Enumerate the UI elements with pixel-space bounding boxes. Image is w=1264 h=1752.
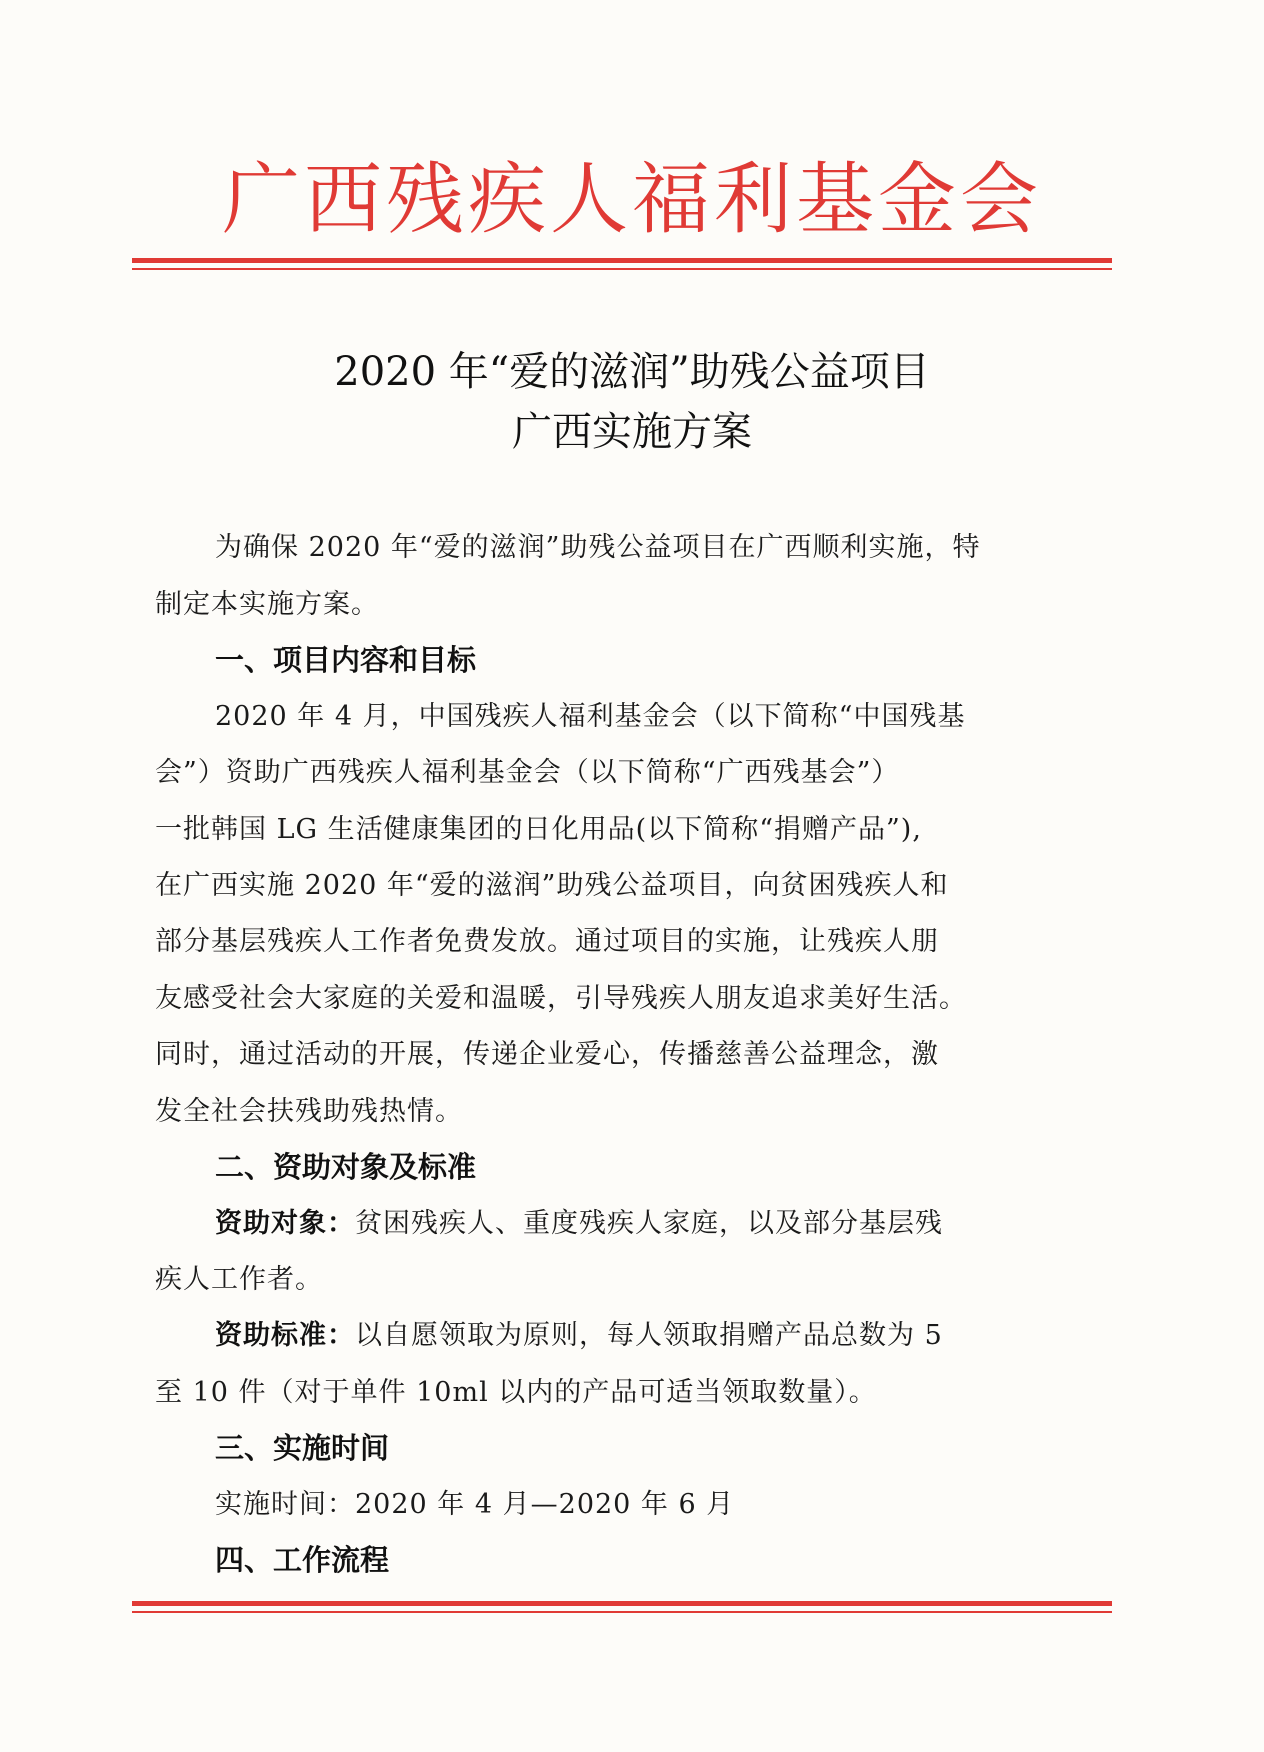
document-title-line1: 2020 年“爱的滋润”助残公益项目 (334, 349, 930, 395)
section1-line-3: 一批韩国 LG 生活健康集团的日化用品(以下简称“捐赠产品”), (155, 814, 922, 845)
intro-line-2: 制定本实施方案。 (155, 589, 379, 620)
section3-heading: 三、实施时间 (215, 1431, 390, 1465)
section1-line-6: 友感受社会大家庭的关爱和温暖，引导残疾人朋友追求美好生活。 (155, 983, 967, 1014)
organization-header: 广西残疾人福利基金会 (221, 155, 1042, 245)
section2-heading: 二、资助对象及标准 (215, 1150, 477, 1184)
section3-line-1: 实施时间：2020 年 4 月—2020 年 6 月 (215, 1489, 735, 1520)
section4-heading: 四、工作流程 (215, 1543, 390, 1577)
section1-heading: 一、项目内容和目标 (215, 643, 477, 677)
section1-line-7: 同时，通过活动的开展，传递企业爱心，传播慈善公益理念，激 (155, 1039, 939, 1070)
target-text: 贫困残疾人、重度残疾人家庭，以及部分基层残 (355, 1208, 943, 1239)
intro-line-1: 为确保 2020 年“爱的滋润”助残公益项目在广西顺利实施，特 (215, 532, 981, 563)
section2-target-line-1 (215, 1204, 1145, 1244)
section1-line-8: 发全社会扶残助残热情。 (155, 1096, 463, 1127)
section1-line-2: 会”）资助广西残疾人福利基金会（以下简称“广西残基会”） (155, 757, 900, 788)
section2-target-line-2: 疾人工作者。 (155, 1264, 323, 1295)
target-label: 资助对象： (215, 1208, 355, 1239)
section2-standard-line-1 (215, 1316, 1145, 1356)
standard-label: 资助标准： (215, 1320, 355, 1351)
footer-rule-thin (132, 1611, 1112, 1613)
footer-rule-thick (132, 1601, 1112, 1606)
section1-line-4: 在广西实施 2020 年“爱的滋润”助残公益项目，向贫困残疾人和 (155, 870, 949, 901)
header-rule-thin (132, 268, 1112, 270)
section1-line-1: 2020 年 4 月，中国残疾人福利基金会（以下简称“中国残基 (215, 701, 966, 732)
section1-line-5: 部分基层残疾人工作者免费发放。通过项目的实施，让残疾人朋 (155, 926, 939, 957)
header-rule-thick (132, 258, 1112, 263)
section2-standard-line-2: 至 10 件（对于单件 10ml 以内的产品可适当领取数量）。 (155, 1377, 877, 1408)
document-title-line2: 广西实施方案 (512, 409, 752, 455)
standard-text: 以自愿领取为原则，每人领取捐赠产品总数为 5 (355, 1320, 943, 1351)
